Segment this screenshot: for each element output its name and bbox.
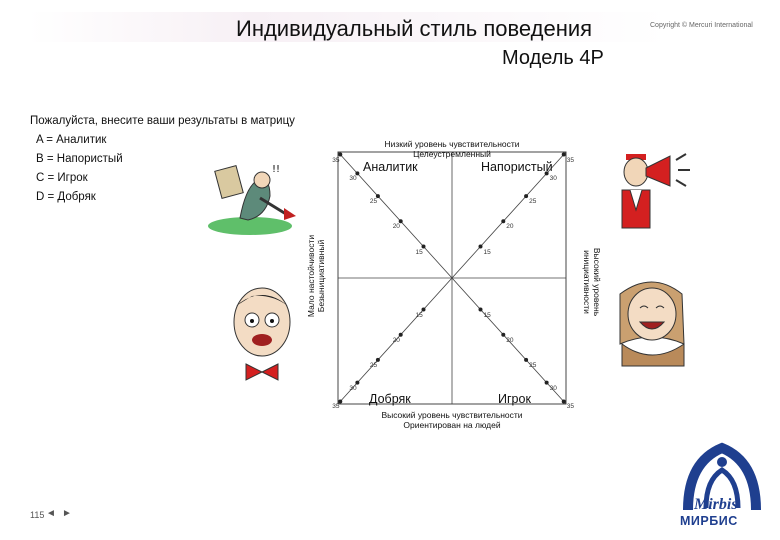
tick-dot <box>501 219 505 223</box>
legend-item-d: D = Добряк <box>36 191 96 203</box>
page-subtitle: Модель 4Р <box>502 47 604 69</box>
tick-label: 35 <box>566 403 574 411</box>
tick-dot <box>479 308 483 312</box>
tick-label: 25 <box>529 198 537 206</box>
tick-label: 15 <box>415 311 423 319</box>
right-label <box>582 222 602 342</box>
tick-label: 25 <box>369 361 378 369</box>
quadrant-analyst: Аналитик <box>363 160 418 174</box>
legend-item-c: C = Игрок <box>36 172 88 184</box>
tick-label: 15 <box>415 248 423 256</box>
tick-label: 20 <box>506 223 514 231</box>
thinking-man-illustration <box>200 158 305 238</box>
tick-dot <box>545 381 549 385</box>
right-label-line2: инициативности <box>582 250 592 314</box>
top-label-line1: Низкий уровень чувствительности <box>384 139 520 149</box>
left-label <box>306 216 326 336</box>
tick-label: 30 <box>549 175 557 183</box>
bottom-label-line2: Ориентирован на людей <box>403 420 501 430</box>
left-label-line1: Мало настойчивости <box>306 234 316 318</box>
tick-label: 35 <box>332 156 340 164</box>
tick-label: 35 <box>566 156 574 164</box>
tick-label: 25 <box>369 198 378 206</box>
tick-label: 25 <box>529 361 537 369</box>
top-label-line2: Целеустремленный <box>413 149 491 159</box>
tick-label: 15 <box>483 248 491 256</box>
legend-item-a: A = Аналитик <box>36 134 107 146</box>
prev-slide-button[interactable]: ◄ <box>46 508 56 519</box>
bottom-label-line1: Высокий уровень чувствительности <box>381 410 523 420</box>
megaphone-man-illustration <box>600 146 696 238</box>
page-title: Индивидуальный стиль поведения <box>236 16 593 41</box>
surprised-man-illustration <box>222 280 306 386</box>
legend-item-b: B = Напористый <box>36 153 123 165</box>
instructions-heading: Пожалуйста, внесите ваши результаты в матрицу <box>30 115 295 127</box>
tick-dot <box>501 333 505 337</box>
tick-label: 20 <box>392 223 400 231</box>
tick-label: 30 <box>349 175 357 183</box>
page-number: 115 <box>30 510 45 520</box>
svg-text:!!: !! <box>272 164 281 175</box>
next-slide-button[interactable]: ► <box>62 508 72 519</box>
quadrant-player: Игрок <box>498 392 531 406</box>
tick-label: 15 <box>483 311 491 319</box>
tick-dot <box>524 358 528 362</box>
laughing-woman-illustration <box>612 274 692 368</box>
logo-script: Mirbis <box>694 496 738 513</box>
logo-text: МИРБИС <box>680 514 738 528</box>
tick-label: 30 <box>349 384 357 392</box>
bottom-label <box>362 410 542 430</box>
quadrant-kind: Добряк <box>369 392 411 406</box>
left-label-line2: Безынициативный <box>316 239 326 313</box>
tick-dot <box>562 399 566 403</box>
tick-label: 35 <box>332 403 340 411</box>
right-label-line1: Высокий уровень <box>592 247 602 317</box>
tick-label: 20 <box>506 336 514 344</box>
quadrant-assertive: Напористый <box>481 160 553 174</box>
top-label <box>372 139 532 159</box>
tick-dot <box>479 245 483 249</box>
tick-label: 30 <box>549 384 557 392</box>
copyright: Copyright © Mercuri International <box>650 22 753 29</box>
tick-label: 20 <box>392 336 400 344</box>
tick-dot <box>562 153 566 157</box>
tick-dot <box>524 194 528 198</box>
